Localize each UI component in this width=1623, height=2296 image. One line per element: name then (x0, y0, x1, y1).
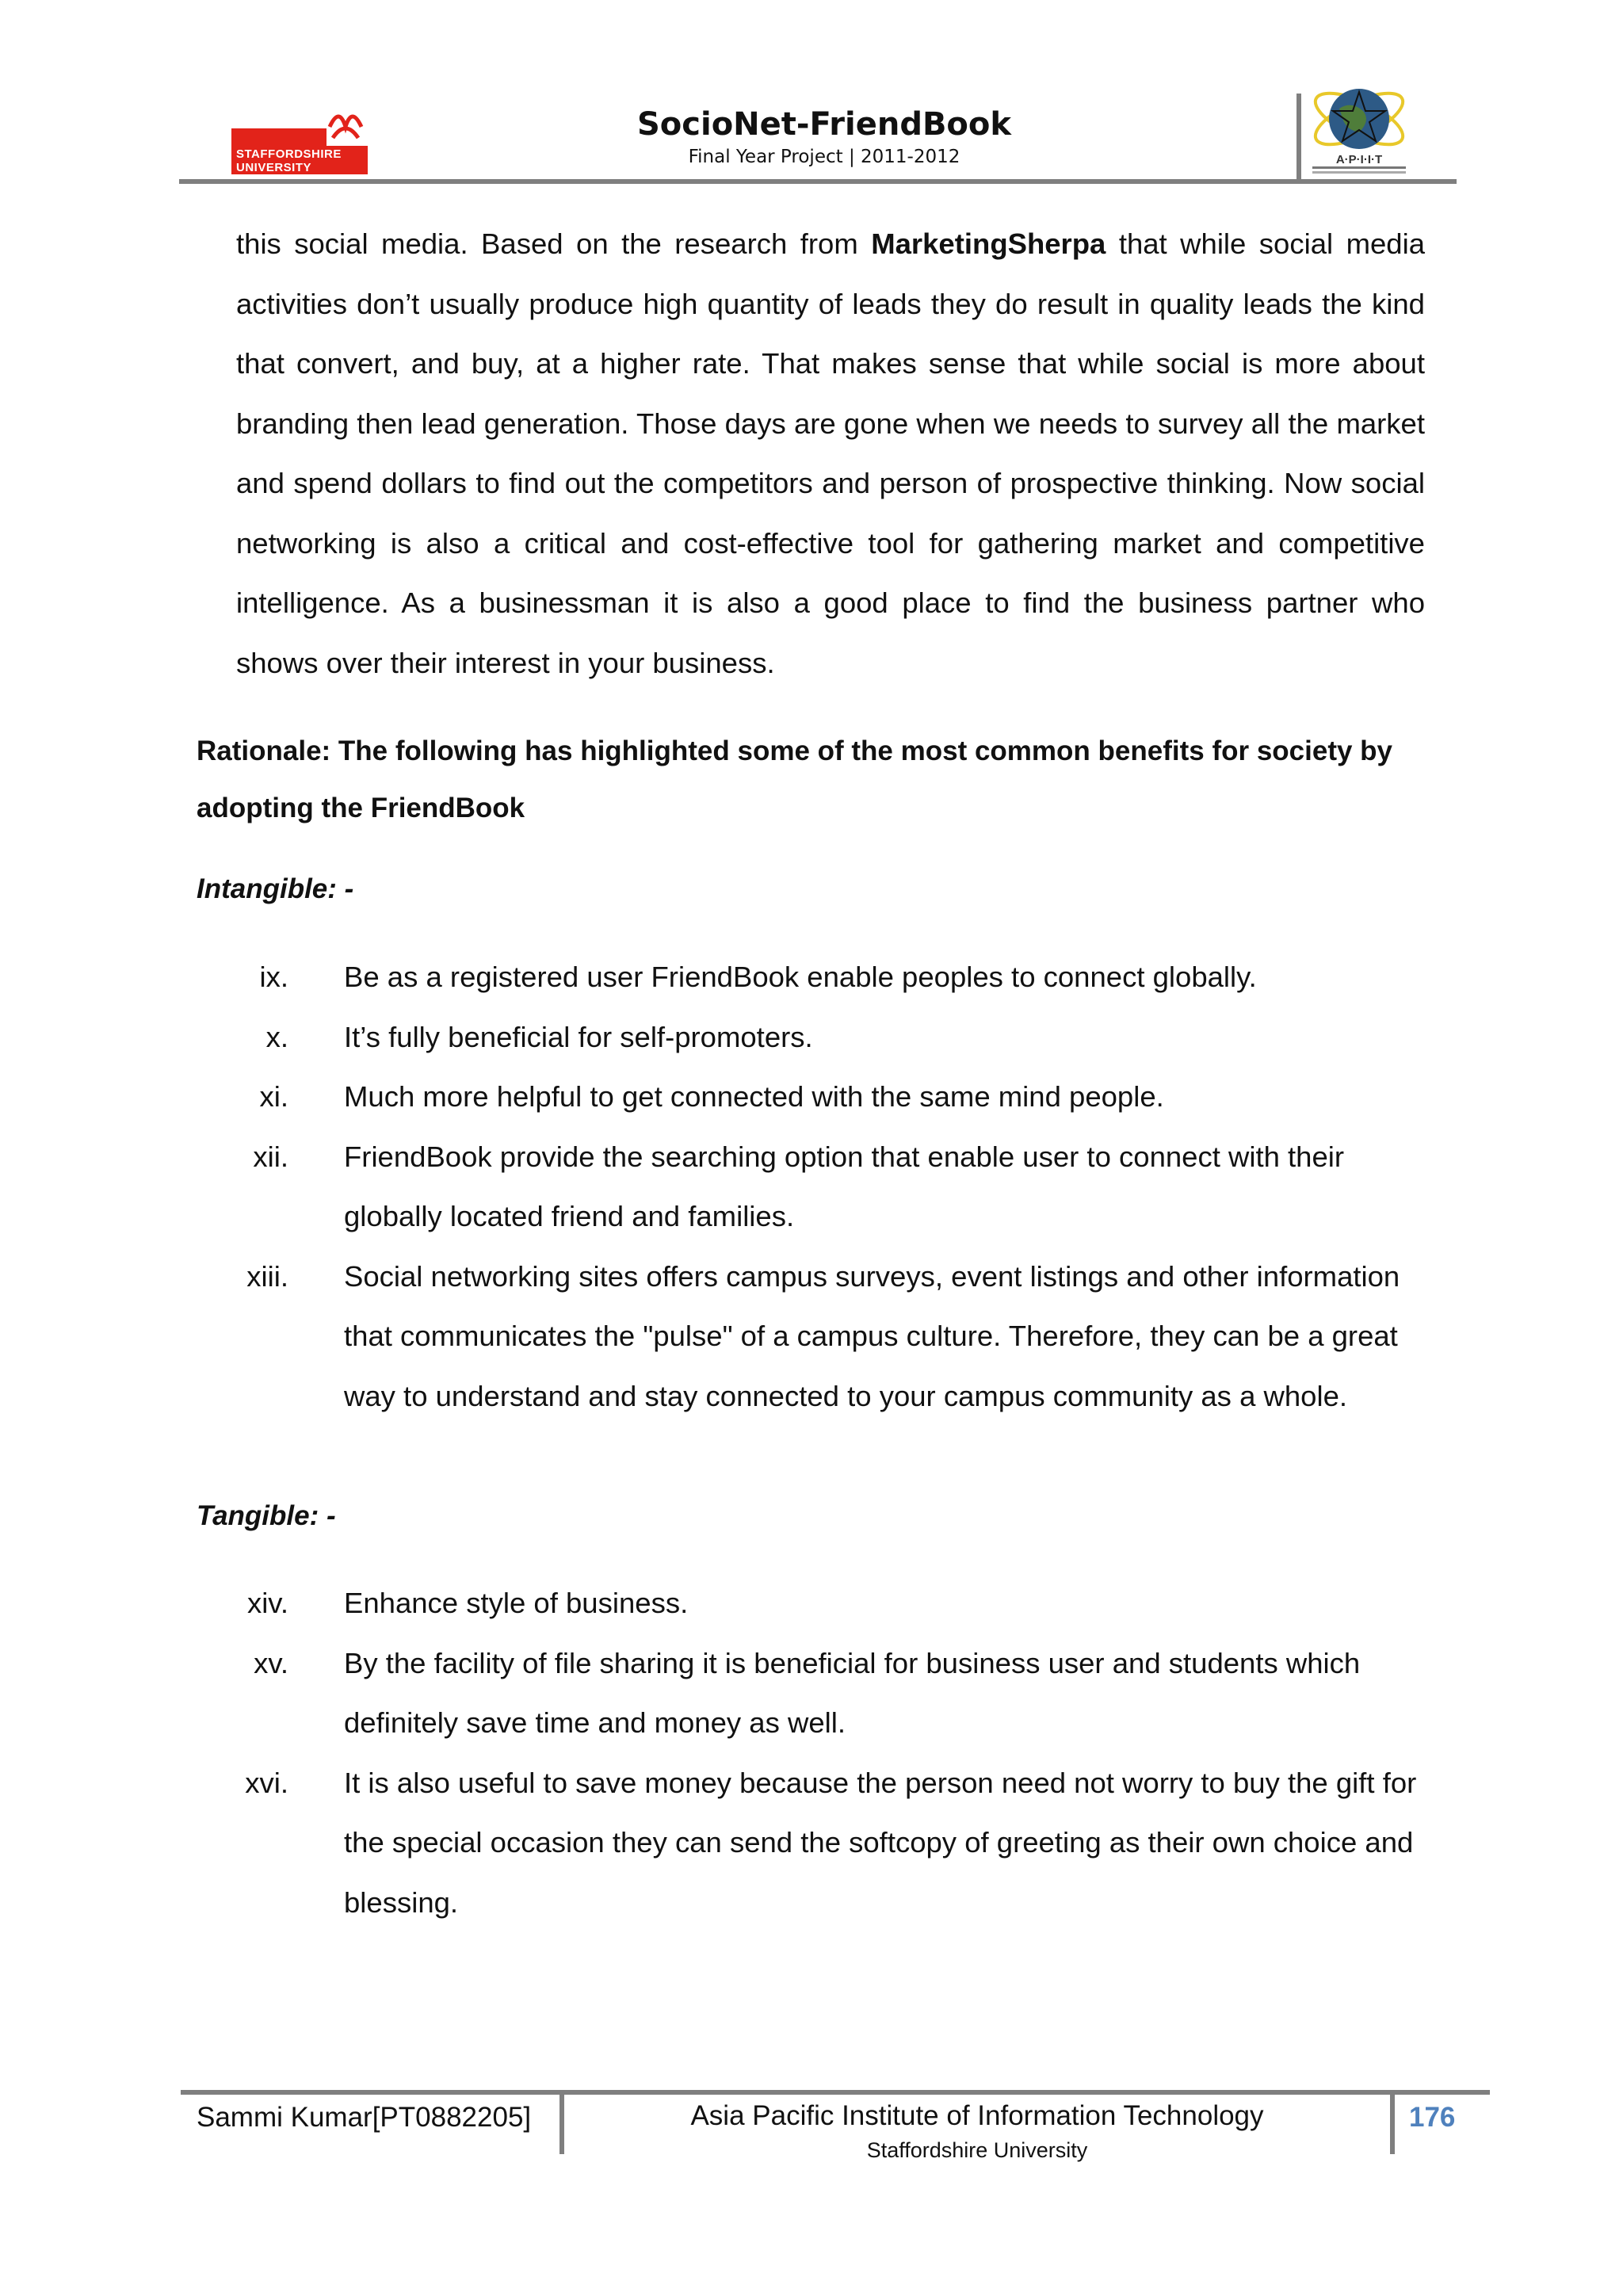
list-item (0, 1067, 1623, 1127)
staffordshire-logo (231, 103, 368, 174)
list-item-text: It is also useful to save money because the person need not worry to buy the gift for the special occasion they can send the softcopy of greeting as their own choice and blessing. (344, 1766, 1417, 1919)
list-item-text: Enhance style of business. (344, 1587, 689, 1619)
intangible-heading: Intangible: - (197, 873, 354, 904)
intangible-list (0, 947, 1623, 1426)
footer-divider-right (1390, 2092, 1395, 2154)
list-item-number: xv. (254, 1646, 288, 1679)
apiit-logo-text: A·P·I·I·T (1335, 153, 1383, 166)
header-rule (179, 179, 1457, 184)
list-item (0, 1573, 1623, 1633)
footer-university: Staffordshire University (866, 2138, 1088, 2162)
document-title: SocioNet-FriendBook (636, 106, 1011, 143)
footer-author: Sammi Kumar[PT0882205] (197, 2102, 532, 2133)
list-item-text: Social networking sites offers campus surveys, event listings and other information that communicates the "pulse" of a campus culture. Therefore, they can be a great way to understand and stay connected to your campus community as a whole. (344, 1259, 1400, 1412)
para-text-2: that while social media activities don’t usually produce high quantity of leads they do result in quality leads the kind that convert, and buy, at a higher rate. That makes sense that while social is more about branding then lead generation. Those days are gone when we needs to survey all the market and spend dollars to find out the competitors and person of prospective thinking. Now social networking is also a critical and cost-effective tool for gathering market and competitive intelligence. As a businessman it is also a good place to find the business partner who shows over their interest in your business. (236, 227, 1425, 679)
list-item-number: xii. (253, 1140, 288, 1173)
list-item (0, 1247, 1623, 1427)
para-text-1: this social media. Based on the research from (236, 227, 872, 260)
list-item-number: xiii. (246, 1259, 288, 1293)
apiit-globe-logo (1308, 73, 1411, 179)
list-item-number: x. (265, 1020, 288, 1053)
rationale-heading: Rationale: The following has highlighted some of the most common benefits for society by adopting the FriendBook (197, 735, 1393, 823)
list-item-number: xvi. (245, 1766, 288, 1799)
list-item (0, 947, 1623, 1007)
logo-red-bar (231, 128, 327, 146)
list-item (0, 1127, 1623, 1247)
list-item-text: By the facility of file sharing it is beneficial for business user and students which definitely save time and money as well. (344, 1646, 1361, 1739)
document-subtitle: Final Year Project | 2011-2012 (688, 147, 960, 167)
para-bold-term: MarketingSherpa (871, 227, 1106, 260)
list-item-number: ix. (259, 961, 288, 993)
page-number: 176 (1409, 2102, 1456, 2133)
list-item-text: FriendBook provide the searching option that enable user to connect with their globally located friend and families. (344, 1140, 1345, 1232)
list-item-text: It’s fully beneficial for self-promoters. (344, 1020, 813, 1053)
footer-institute: Asia Pacific Institute of Information Technology (690, 2100, 1264, 2131)
tangible-heading: Tangible: - (197, 1500, 336, 1531)
logo-line-1: STAFFORDSHIRE (236, 147, 342, 161)
tangible-list (0, 1573, 1623, 1932)
list-item (0, 1007, 1623, 1068)
staffordshire-knot-icon (325, 103, 366, 144)
header-divider (1296, 94, 1301, 179)
logo-line-2: UNIVERSITY (236, 161, 312, 174)
list-item (0, 1633, 1623, 1753)
list-item-number: xi. (259, 1080, 288, 1113)
list-item-number: xiv. (246, 1587, 288, 1619)
body-paragraph (236, 214, 1425, 693)
list-item (0, 1753, 1623, 1933)
list-item-text: Be as a registered user FriendBook enable peoples to connect globally. (344, 961, 1257, 993)
list-item-text: Much more helpful to get connected with the same mind people. (344, 1080, 1164, 1113)
footer-rule (181, 2090, 1490, 2095)
